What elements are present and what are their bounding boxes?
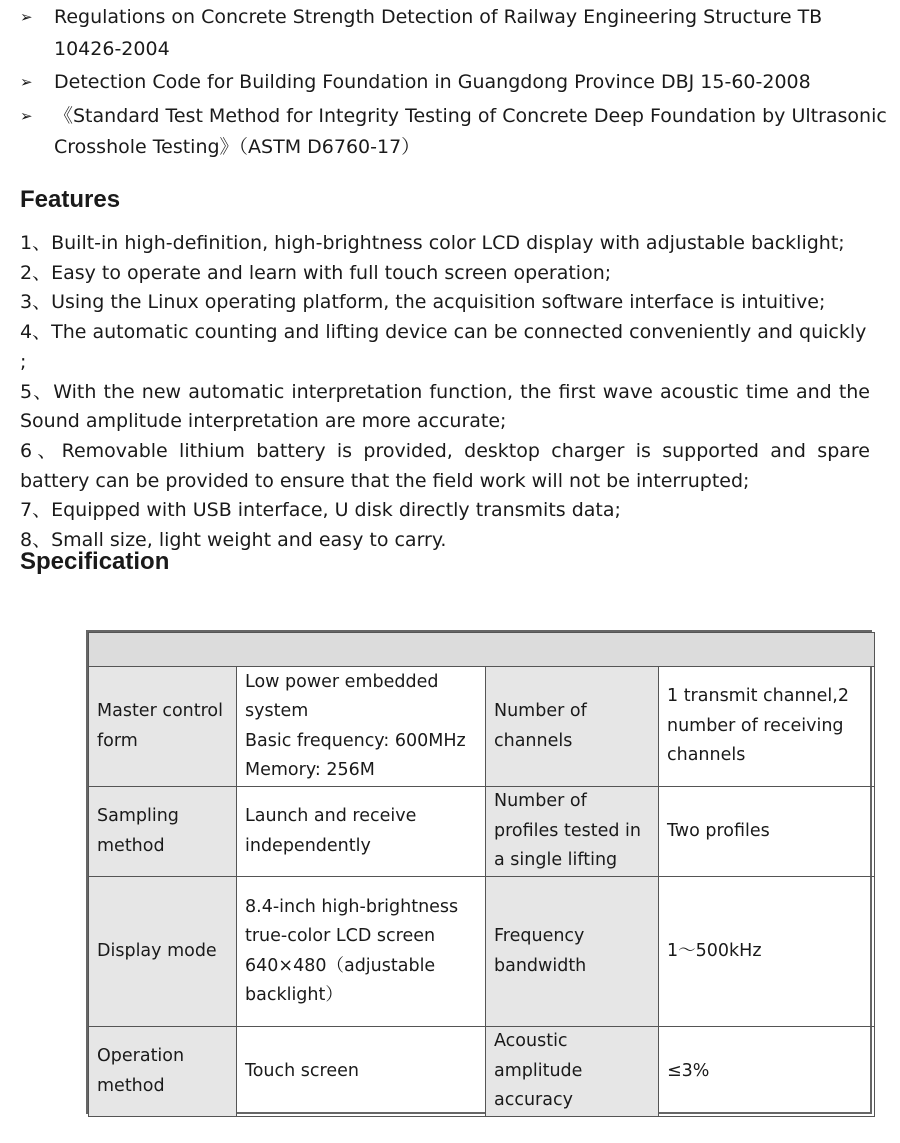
table-row [89, 667, 875, 787]
spec-label: Master control form [89, 667, 237, 787]
table-row [89, 877, 875, 1027]
spec-value [237, 667, 486, 787]
spec-value-line: Memory: 256M [245, 760, 375, 780]
table-row [89, 1027, 875, 1117]
spec-label: Acoustic amplitude accuracy [486, 1027, 659, 1117]
arrow-bullet-icon: ➢ [20, 8, 33, 26]
spec-value: 8.4-inch high-brightness true-color LCD screen 640×480（adjustable backlight） [237, 877, 486, 1027]
specification-table [86, 630, 872, 1114]
spec-label: Frequency bandwidth [486, 877, 659, 1027]
specification-heading: Specification [20, 548, 170, 575]
feature-item: 2、Easy to operate and learn with full touch screen operation; [20, 261, 612, 284]
standard-item [20, 2, 890, 65]
table-header-row [89, 633, 875, 667]
standard-item [20, 67, 890, 99]
spec-value: Two profiles [659, 787, 875, 877]
features-list [20, 229, 870, 556]
spec-value: 1 transmit channel,2 number of receiving channels [659, 667, 875, 787]
spec-value-line: Low power embedded system [245, 671, 439, 721]
spec-label: Display mode [89, 877, 237, 1027]
table-row [89, 787, 875, 877]
feature-item: 1、Built-in high-definition, high-brightness color LCD display with adjustable backlight; [20, 232, 845, 254]
feature-item: 8、Small size, light weight and easy to carry. [20, 529, 447, 552]
feature-item: 5、With the new automatic interpretation function, the first wave acoustic time and the Sound amplitude interpretation are more accurate; [20, 380, 870, 433]
standard-text: 《Standard Test Method for Integrity Testing of Concrete Deep Foundation by Ultrasonic Crosshole Testing》（ASTM D6760-17） [54, 104, 887, 158]
standard-item [20, 101, 890, 164]
arrow-bullet-icon: ➢ [20, 73, 33, 91]
spec-label: Number of profiles tested in a single lifting [486, 787, 659, 877]
spec-label: Operation method [89, 1027, 237, 1117]
standard-text: Regulations on Concrete Strength Detection of Railway Engineering Structure TB 10426-2004 [54, 6, 823, 60]
feature-item: 7、Equipped with USB interface, U disk directly transmits data; [20, 499, 621, 522]
feature-item: 6、Removable lithium battery is provided, desktop charger is supported and spare battery can be provided to ensure that the field work will not be interrupted; [20, 439, 870, 492]
spec-value-line: Basic frequency: 600MHz [245, 730, 466, 751]
arrow-bullet-icon: ➢ [20, 106, 33, 125]
spec-value: ≤3% [659, 1027, 875, 1117]
feature-item: 4、The automatic counting and lifting device can be connected conveniently and quickly ; [20, 321, 867, 373]
feature-item: 3、Using the Linux operating platform, the acquisition software interface is intuitive; [20, 291, 826, 314]
spec-value: Launch and receive independently [237, 787, 486, 877]
table-header-cell [89, 633, 875, 667]
spec-label: Sampling method [89, 787, 237, 877]
features-heading: Features [20, 186, 121, 213]
standard-text: Detection Code for Building Foundation in Guangdong Province DBJ 15-60-2008 [54, 71, 811, 93]
spec-label: Number of channels [486, 667, 659, 787]
spec-value: 1～500kHz [659, 877, 875, 1027]
spec-value: Touch screen [237, 1027, 486, 1117]
standards-list [20, 2, 890, 166]
